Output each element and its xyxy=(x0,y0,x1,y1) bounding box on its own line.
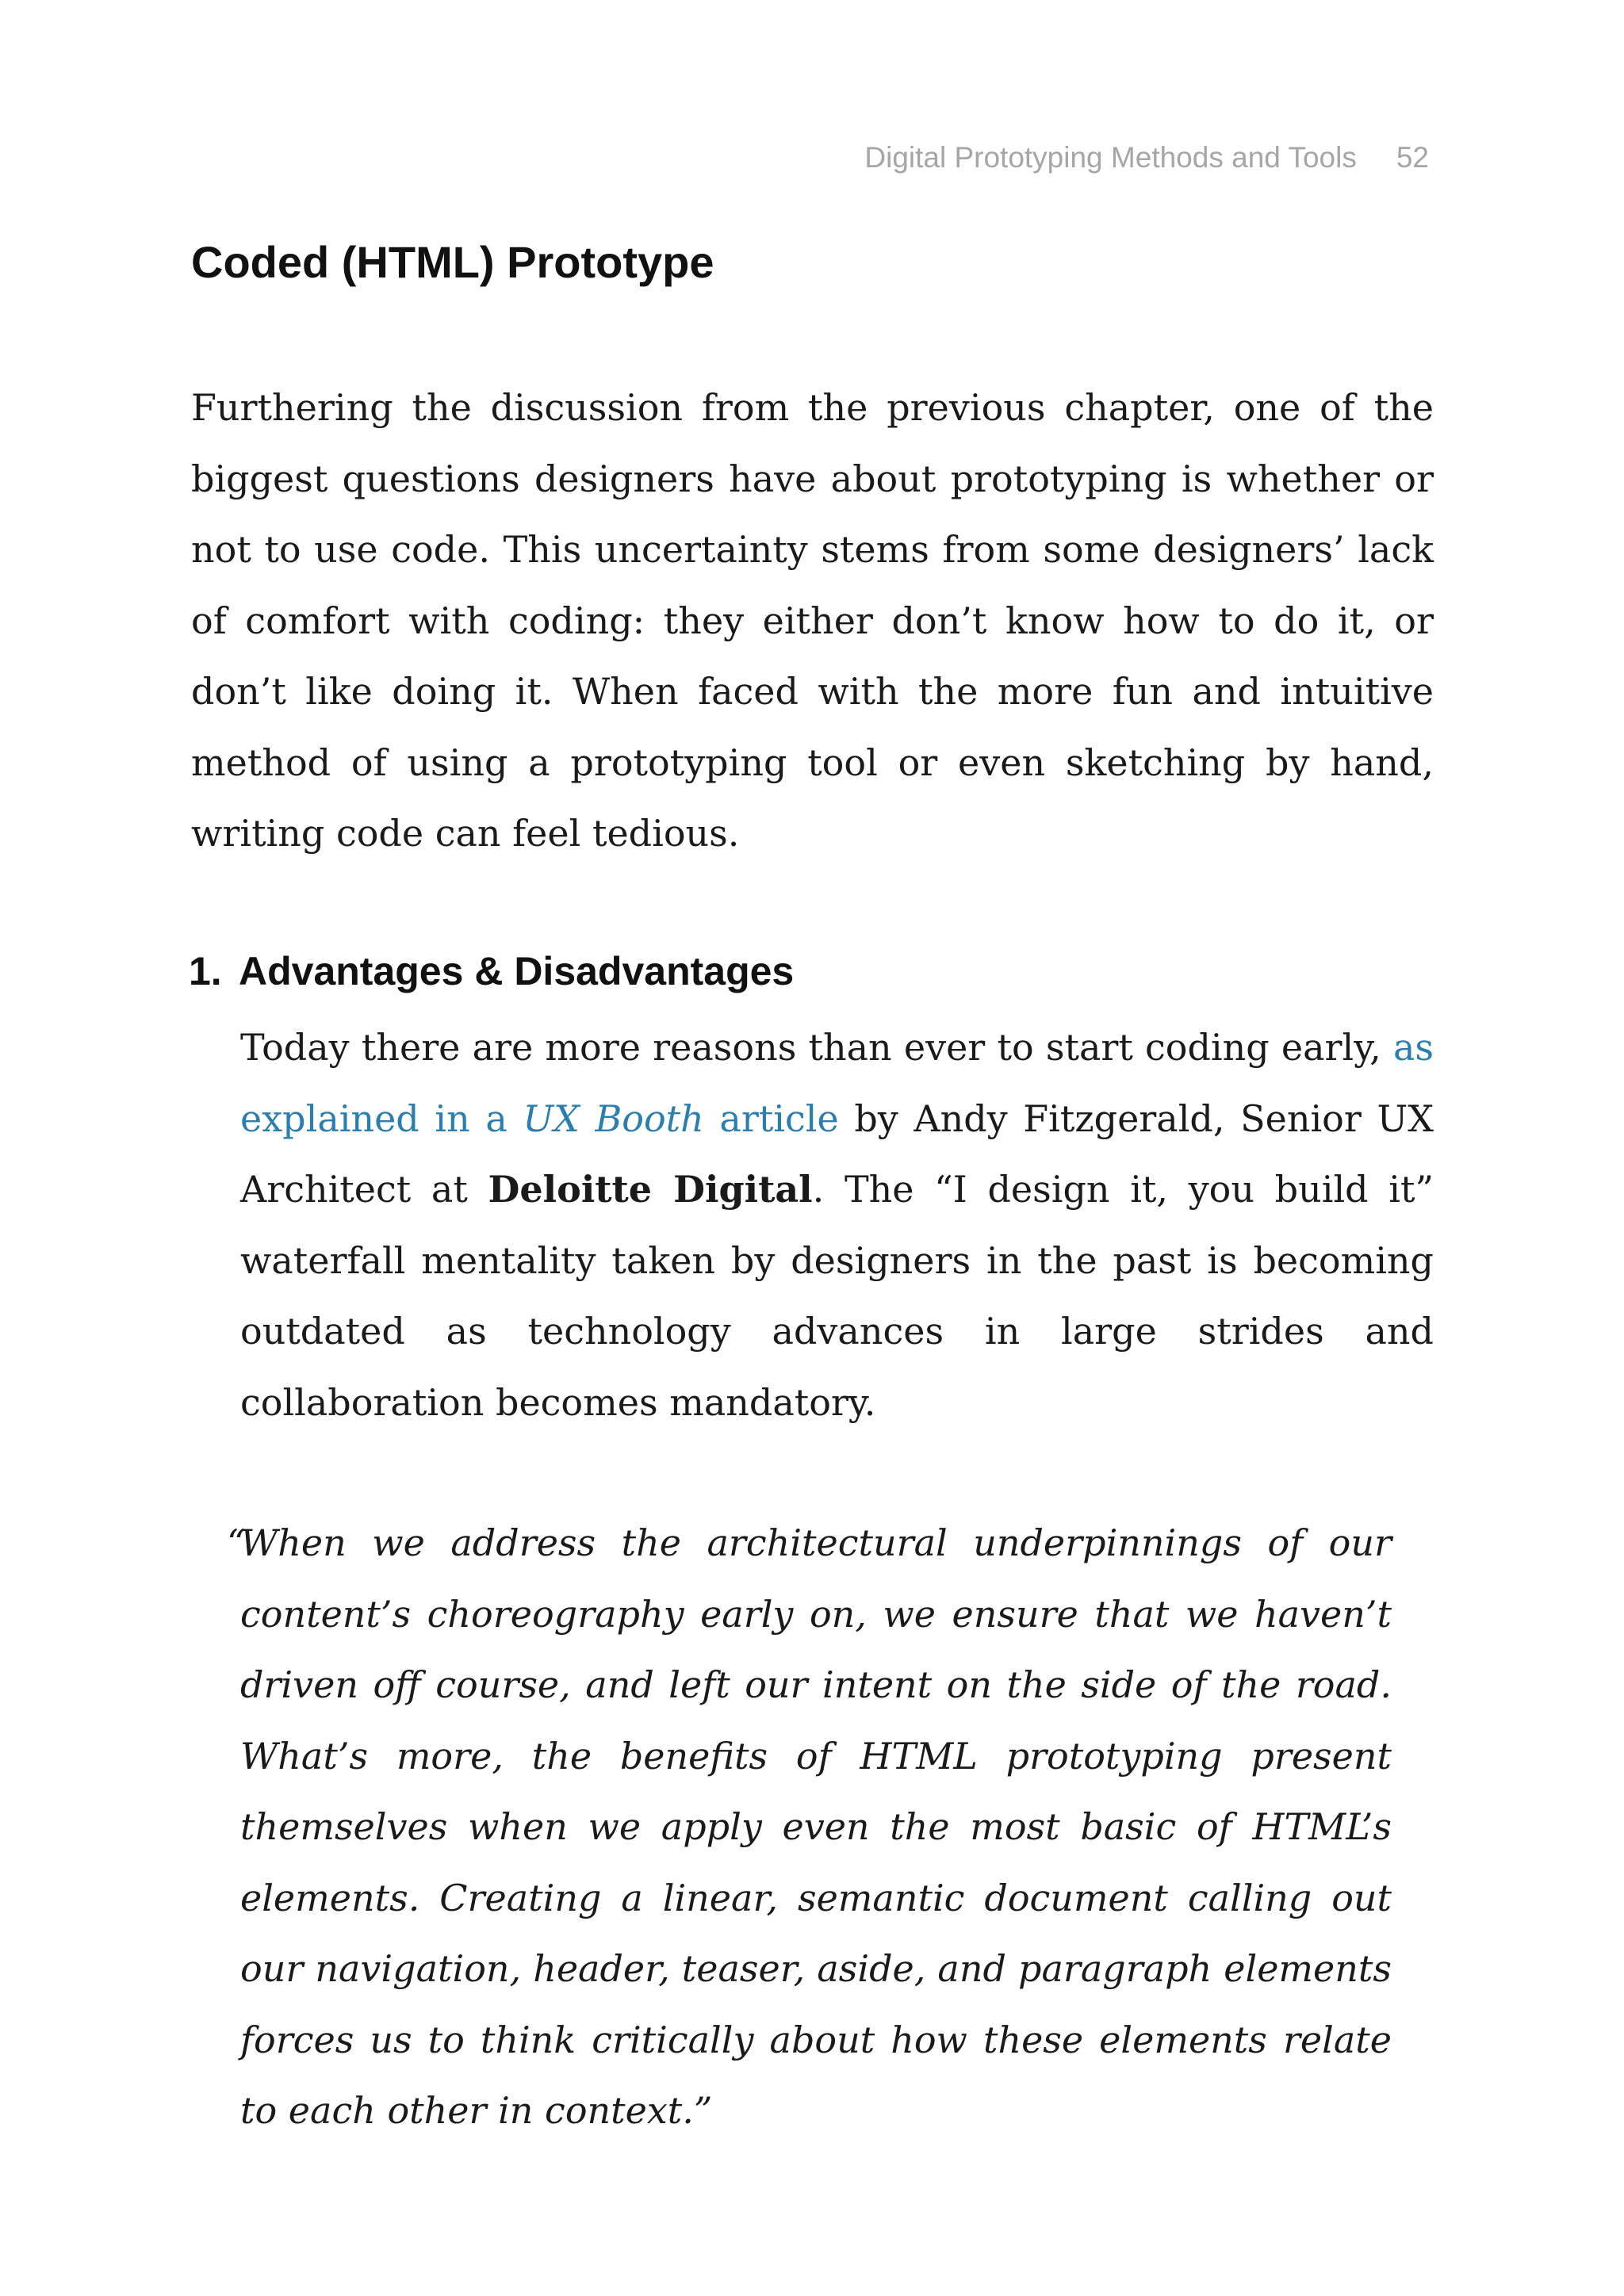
link-text-publication: UX Booth xyxy=(523,1096,704,1140)
paragraph-text-middle: by Andy Fitzgerald, Senior UX Architect at xyxy=(240,1096,1434,1211)
page-number: 52 xyxy=(1396,141,1429,174)
section-title: Advantages & Disadvantages xyxy=(239,949,795,993)
section-paragraph xyxy=(240,1012,1434,1438)
intro-paragraph: Furthering the discussion from the previous chapter, one of the biggest questions designers have about prototyping is whether or not to use code. This uncertainty stems from some designers’ lack of comfort with coding: they either don’t know how to do it, or don’t like doing it. When faced with the more fun and intuitive method of using a prototyping tool or even sketching by hand, writing code can feel tedious. xyxy=(191,386,1434,855)
running-head-title: Digital Prototyping Methods and Tools xyxy=(864,141,1357,174)
running-head xyxy=(864,141,1429,174)
page-title: Coded (HTML) Prototype xyxy=(191,237,714,287)
open-quote-mark: “ xyxy=(227,1521,246,1564)
quote-text: When we address the architectural underpinnings of our content’s choreography early on, we ensure that we haven’t driven off course, and left our intent on the side of the road. What’s more, the benefits of HTML prototyping present themselves when we apply even the most basic of HTML’s elements. Creating a linear, semantic document calling out our navigation, header, teaser, aside, and paragraph elements forces us to think critically about how these elements relate to each other in context.” xyxy=(240,1521,1392,2132)
section-number: 1. xyxy=(189,949,222,993)
link-text-pre: as explained in a xyxy=(240,1026,1434,1140)
company-name: Deloitte Digital xyxy=(488,1168,813,1211)
paragraph-text-start: Today there are more reasons than ever to start coding early, xyxy=(240,1026,1393,1069)
link-text-post: article xyxy=(703,1096,839,1140)
block-quote xyxy=(227,1508,1392,2147)
section-heading xyxy=(189,948,794,994)
paragraph-text-end: . The “I design it, you build it” waterfall mentality taken by designers in the past is becoming outdated as technology advances in large strides and collaboration becomes mandatory. xyxy=(240,1168,1434,1424)
